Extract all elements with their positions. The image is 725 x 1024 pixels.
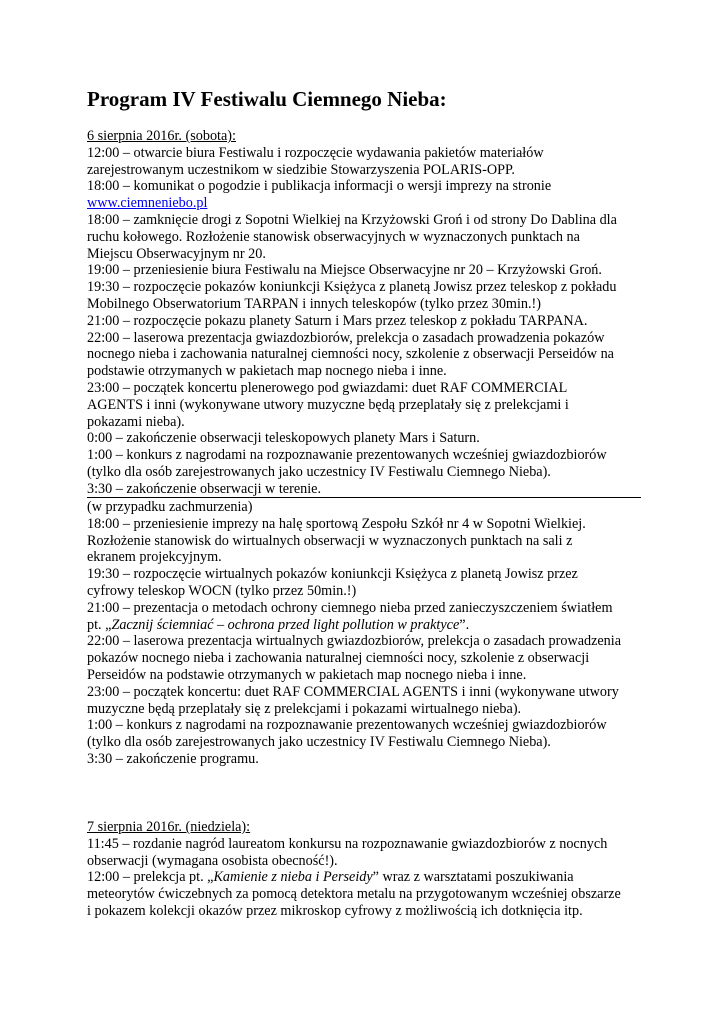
cloudy-line: cyfrowy teleskop WOCN (tylko przez 50min.!) bbox=[87, 582, 357, 599]
day2-section bbox=[87, 819, 647, 920]
day1-line: 3:30 – zakończenie obserwacji w terenie. bbox=[87, 480, 321, 497]
day2-line bbox=[87, 869, 647, 886]
cloudy-heading: (w przypadku zachmurzenia) bbox=[87, 499, 253, 515]
day1-line: 22:00 – laserowa prezentacja gwiazdozbiorów, prelekcja o zasadach prowadzenia pokazów bbox=[87, 329, 605, 346]
quote-open: pt. „ bbox=[87, 616, 112, 633]
cloudy-line: 3:30 – zakończenie programu. bbox=[87, 750, 259, 767]
cloudy-line: 1:00 – konkurs z nagrodami na rozpoznawanie prezentowanych wcześniej gwiazdozbiorów bbox=[87, 717, 607, 734]
section-divider bbox=[87, 497, 641, 498]
cloudy-line: Rozłożenie stanowisk do wirtualnych obserwacji w wyznaczonych punktach na sali z bbox=[87, 532, 573, 549]
day1-line: (tylko dla osób zarejestrowanych jako uczestnicy IV Festiwalu Ciemnego Nieba). bbox=[87, 463, 551, 480]
cloudy-line: ekranem projekcyjnym. bbox=[87, 549, 222, 566]
day1-line: 18:00 – komunikat o pogodzie i publikacja informacji o wersji imprezy na stronie bbox=[87, 178, 552, 195]
day1-line: 19:30 – rozpoczęcie pokazów koniunkcji Księżyca z planetą Jowisz przez teleskop z pokładu bbox=[87, 279, 617, 296]
cloudy-line: 18:00 – przeniesienie imprezy na halę sportową Zespołu Szkół nr 4 w Sopotni Wielkiej. bbox=[87, 515, 586, 532]
day2-line: 11:45 – rozdanie nagród laureatom konkursu na rozpoznawanie gwiazdozbiorów z nocnych bbox=[87, 835, 608, 852]
day2-date-heading: 7 sierpnia 2016r. (niedziela): bbox=[87, 819, 251, 835]
lecture-title: Kamienie z nieba i Perseidy bbox=[213, 869, 373, 886]
quote-open: 12:00 – prelekcja pt. „ bbox=[87, 869, 214, 886]
day1-line: pokazami nieba). bbox=[87, 413, 185, 430]
cloudy-line: muzyczne będą przeplatały się z prelekcjami i pokazami wirtualnego nieba). bbox=[87, 700, 522, 717]
cloudy-line: 19:30 – rozpoczęcie wirtualnych pokazów koniunkcji Księżyca z planetą Jowisz przez bbox=[87, 566, 578, 583]
website-link[interactable]: www.ciemneniebo.pl bbox=[87, 195, 208, 212]
day1-line: 23:00 – początek koncertu plenerowego pod gwiazdami: duet RAF COMMERCIAL bbox=[87, 379, 568, 396]
day1-line: 18:00 – zamknięcie drogi z Sopotni Wielkiej na Krzyżowski Groń i od strony Do Dablina dla bbox=[87, 211, 617, 228]
day1-date-heading: 6 sierpnia 2016r. (sobota): bbox=[87, 128, 236, 144]
quote-close: ”. bbox=[459, 616, 470, 633]
day2-line: i pokazem kolekcji okazów przez mikroskop cyfrowy z możliwością ich dotknięcia itp. bbox=[87, 902, 583, 919]
day1-line: 19:00 – przeniesienie biura Festiwalu na Miejsce Obserwacyjne nr 20 – Krzyżowski Groń. bbox=[87, 262, 602, 279]
day1-line: Miejscu Obserwacyjnym nr 20. bbox=[87, 245, 266, 262]
cloudy-section bbox=[87, 499, 647, 768]
day1-section bbox=[87, 128, 647, 498]
day1-line: ruchu kołowego. Rozłożenie stanowisk obserwacyjnych w wyznaczonych punktach na bbox=[87, 228, 580, 245]
cloudy-line: 23:00 – początek koncertu: duet RAF COMMERCIAL AGENTS i inni (wykonywane utwory bbox=[87, 683, 619, 700]
day1-line: 21:00 – rozpoczęcie pokazu planety Saturn i Mars przez teleskop z pokładu TARPANA. bbox=[87, 312, 588, 329]
day2-line: obserwacji (wymagana osobista obecność!). bbox=[87, 852, 338, 869]
cloudy-line: Perseidów na podstawie otrzymanych w pakietach map nocnego nieba i inne. bbox=[87, 666, 527, 683]
cloudy-line bbox=[87, 617, 647, 634]
day1-line: AGENTS i inni (wykonywane utwory muzyczne będą przeplatały się z prelekcjami i bbox=[87, 396, 569, 413]
quote-close: ” wraz z warsztatami poszukiwania bbox=[372, 869, 574, 886]
page-title: Program IV Festiwalu Ciemnego Nieba: bbox=[87, 87, 447, 111]
day1-line: 12:00 – otwarcie biura Festiwalu i rozpoczęcie wydawania pakietów materiałów bbox=[87, 144, 544, 161]
lecture-title: Zacznij ściemniać – ochrona przed light pollution w praktyce bbox=[111, 616, 460, 633]
day1-line: 0:00 – zakończenie obserwacji teleskopowych planety Mars i Saturn. bbox=[87, 430, 480, 447]
day1-line: 1:00 – konkurs z nagrodami na rozpoznawanie prezentowanych wcześniej gwiazdozbiorów bbox=[87, 447, 607, 464]
day1-line: podstawie otrzymanych w pakietach map nocnego nieba i inne. bbox=[87, 363, 447, 380]
day1-line: zarejestrowanym uczestnikom w siedzibie Stowarzyszenia POLARIS-OPP. bbox=[87, 161, 515, 178]
day2-line: meteorytów ćwiczebnych za pomocą detektora metalu na przygotowanym wcześniej obszarze bbox=[87, 886, 621, 903]
cloudy-line: 21:00 – prezentacja o metodach ochrony ciemnego nieba przed zanieczyszczeniem światłem bbox=[87, 599, 613, 616]
day1-line: nocnego nieba i zachowania naturalnej ciemności nocy, szkolenie z obserwacji Perseidów na bbox=[87, 346, 614, 363]
cloudy-line: (tylko dla osób zarejestrowanych jako uczestnicy IV Festiwalu Ciemnego Nieba). bbox=[87, 734, 551, 751]
day1-line: Mobilnego Obserwatorium TARPAN i innych teleskopów (tylko przez 30min.!) bbox=[87, 295, 541, 312]
cloudy-line: 22:00 – laserowa prezentacja wirtualnych gwiazdozbiorów, prelekcja o zasadach prowadzenia bbox=[87, 633, 622, 650]
cloudy-line: pokazów nocnego nieba i zachowania naturalnej ciemności nocy, szkolenie z obserwacji bbox=[87, 650, 590, 667]
